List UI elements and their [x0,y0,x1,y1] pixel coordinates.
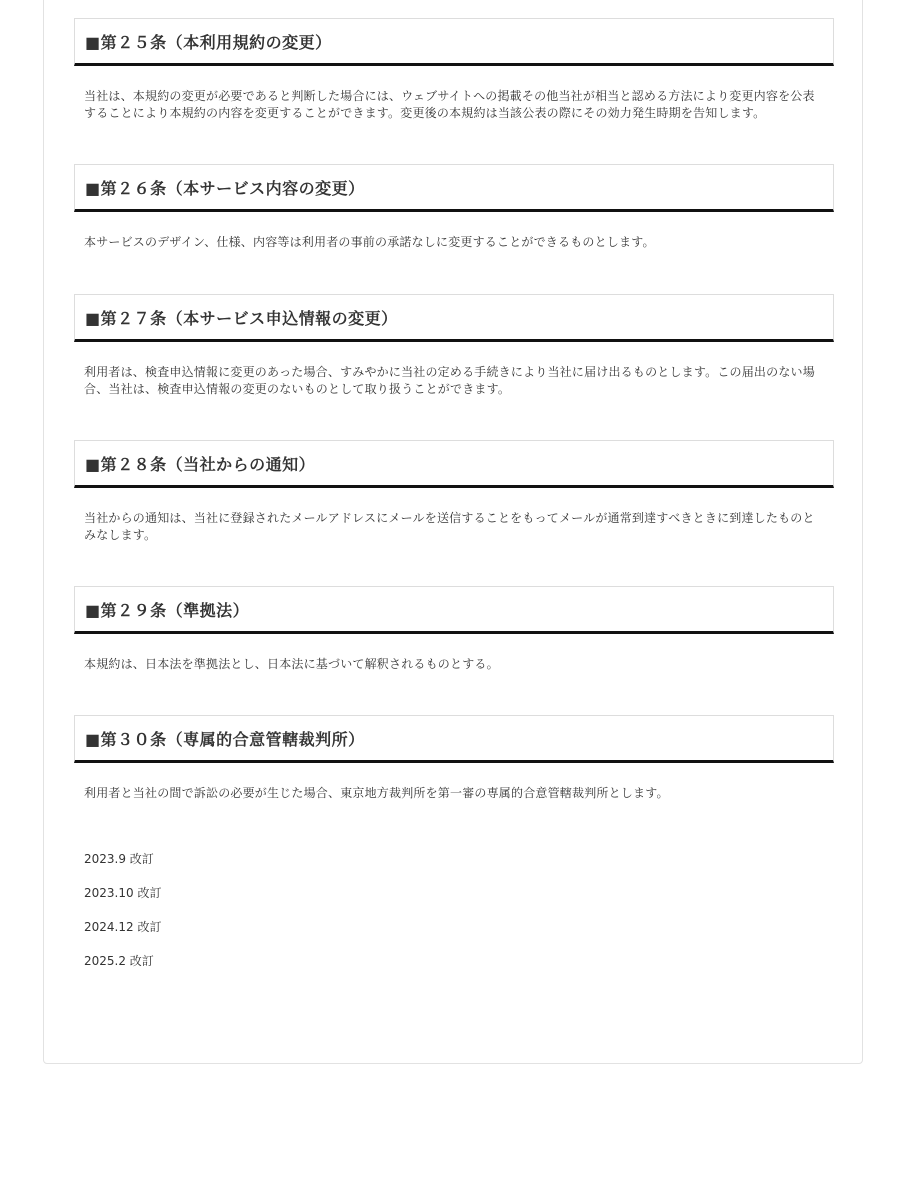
terms-content [74,18,834,987]
article-body: 当社は、本規約の変更が必要であると判断した場合には、ウェブサイトへの掲載その他当社が相当と認める方法により変更内容を公表することにより本規約の内容を変更することができます。変更後の本規約は当該公表の際にその効力発生時期を告知します。 [84,89,815,120]
revision-history [74,851,834,987]
article-heading: ■第３０条（専属的合意管轄裁判所） [74,715,834,763]
article-body: 利用者と当社の間で訴訟の必要が生じた場合、東京地方裁判所を第一審の専属的合意管轄裁判所とします。 [84,786,669,800]
article-27 [74,294,834,440]
revision-entry: 2023.9 改訂 [84,852,154,866]
article-28 [74,440,834,586]
article-heading: ■第２７条（本サービス申込情報の変更） [74,294,834,342]
article-29 [74,586,834,715]
terms-card [43,0,863,1064]
article-body: 当社からの通知は、当社に登録されたメールアドレスにメールを送信することをもってメールが通常到達すべきときに到達したものとみなします。 [84,511,815,542]
revision-entry: 2025.2 改訂 [84,954,154,968]
article-body: 本規約は、日本法を準拠法とし、日本法に基づいて解釈されるものとする。 [84,657,499,671]
article-heading: ■第２８条（当社からの通知） [74,440,834,488]
article-30 [74,715,834,851]
revision-entry: 2023.10 改訂 [84,886,162,900]
article-26 [74,164,834,294]
article-body: 本サービスのデザイン、仕様、内容等は利用者の事前の承諾なしに変更することができるものとします。 [84,235,655,249]
article-heading: ■第２６条（本サービス内容の変更） [74,164,834,212]
revision-entry: 2024.12 改訂 [84,920,162,934]
article-heading: ■第２５条（本利用規約の変更） [74,18,834,66]
article-25 [74,18,834,164]
article-body: 利用者は、検査申込情報に変更のあった場合、すみやかに当社の定める手続きにより当社に届け出るものとします。この届出のない場合、当社は、検査申込情報の変更のないものとして取り扱うことができます。 [84,365,815,396]
article-heading: ■第２９条（準拠法） [74,586,834,634]
